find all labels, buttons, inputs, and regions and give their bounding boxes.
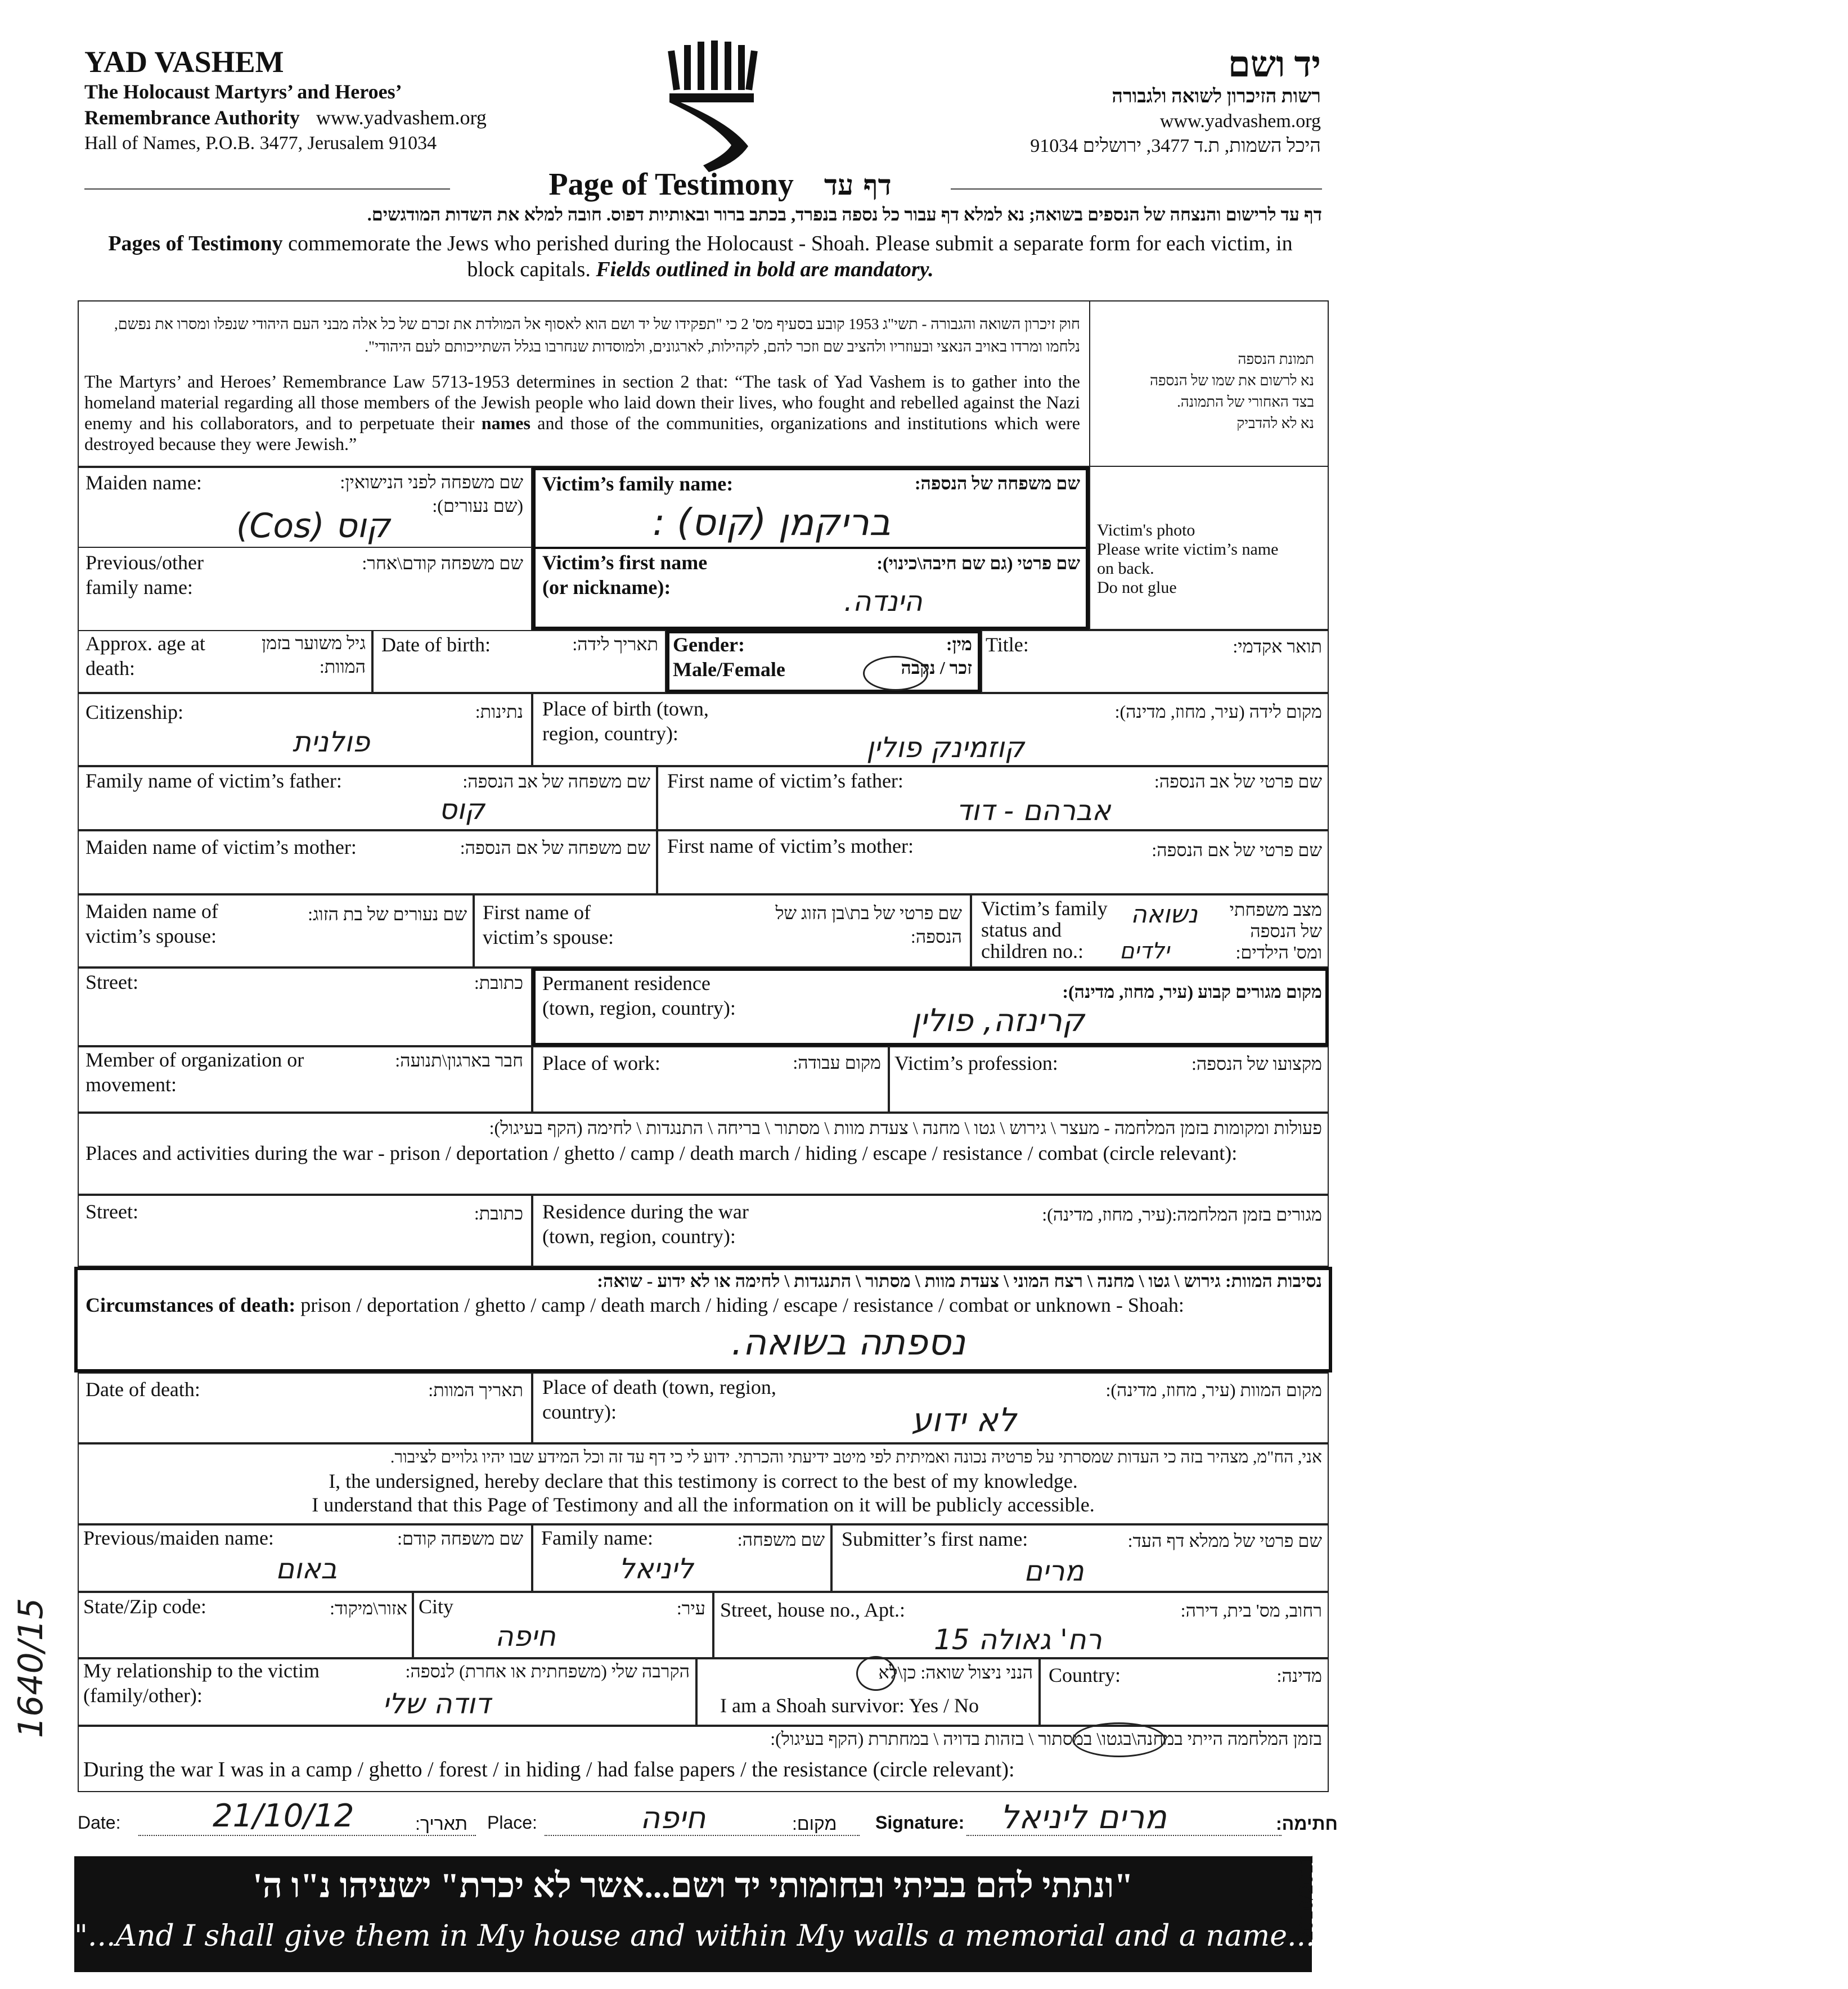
law-en-part1: The Martyrs’ and Heroes’ Remembrance Law 5713-1953 determines in section 2 that: “The task of Yad Vashem is to gather into the homeland material regarding all those members of the Jewish people who laid down their lives, who fought and rebelled against the Nazi enemy and his collaborators, and to perpetuate their xyxy=(84,371,1080,433)
father-first-label: First name of victim’s father: xyxy=(667,770,903,792)
photo-he-2: נא לרשום את שמו של הנספה xyxy=(1149,372,1314,389)
gender-label-he-1: מין: xyxy=(946,634,972,654)
city-label: City xyxy=(419,1595,454,1618)
title-label: Title: xyxy=(986,633,1029,656)
dod-label-he: תאריך המוות: xyxy=(428,1380,523,1400)
submitter-family-value[interactable]: ליניאל xyxy=(619,1552,694,1585)
spouse-maiden-label-1: Maiden name of xyxy=(86,900,218,922)
father-first-label-he: שם פרטי של אב הנספה: xyxy=(1154,771,1322,791)
previous-name-divider xyxy=(78,547,532,548)
declaration-en-1: I, the undersigned, hereby declare that this testimony is correct to the best of my knowledge. xyxy=(329,1470,1078,1492)
circumstances-value[interactable]: נספתה בשואה. xyxy=(731,1322,966,1364)
org-sub-2: Remembrance Authority xyxy=(84,106,300,129)
spouse-maiden-label-he: שם נעורים של בת הזוג: xyxy=(308,904,467,924)
residence-label-2: (town, region, country): xyxy=(542,997,736,1019)
photo-he-4: נא לא להדביק xyxy=(1237,415,1314,431)
zip-label-he: אזור\מיקוד: xyxy=(330,1598,407,1618)
spouse-first-label xyxy=(483,900,614,950)
war-residence-label-2: (town, region, country): xyxy=(542,1225,736,1248)
member-label-1: Member of organization or xyxy=(86,1048,304,1071)
age-label-he-1: גיל משוער בזמן xyxy=(261,633,366,653)
citizenship-label: Citizenship: xyxy=(86,701,183,723)
dob-label: Date of birth: xyxy=(381,633,491,656)
spouse-first-label-he-2: הנספה: xyxy=(910,926,962,947)
residence-label-1: Permanent residence xyxy=(542,972,711,994)
country-label: Country: xyxy=(1049,1664,1121,1686)
profession-label: Victim’s profession: xyxy=(894,1052,1058,1074)
signature-value[interactable]: מרים ליניאל xyxy=(1000,1798,1167,1836)
spouse-first-label-he-1: שם פרטי של בת\בן הזוג של xyxy=(775,903,962,923)
first-name-value[interactable]: הינדה. xyxy=(844,585,923,618)
intro-en-bold: Pages of Testimony xyxy=(108,232,283,255)
pod-label-he: מקום המוות (עיר, מחוז, מדינה): xyxy=(1105,1380,1322,1400)
gender-label-he-2: זכר / נקבה xyxy=(901,658,972,678)
photo-divider xyxy=(1089,300,1090,467)
declaration-he: אני, הח"מ, מצהיר בזה כי העדות שמסרתי על פרטיה נכונה ואמיתית לפי מיטב ידיעתי והכרתי. ידוע לי כי דף עד זה וכל המידע שבו יהיו גלויים לציבור. xyxy=(390,1448,1322,1466)
citizenship-label-he: נתינות: xyxy=(475,701,523,722)
family-status-label-2: status and xyxy=(981,919,1062,941)
submitter-prev-value[interactable]: באום xyxy=(276,1552,338,1585)
footer-year: 2010/2011 xyxy=(1294,1855,1317,1941)
birthplace-label-he: מקום לידה (עיר, מחוז, מדינה): xyxy=(1114,701,1322,722)
war-residence-label-he: מגורים בזמן המלחמה:(עיר, מחוז, מדינה): xyxy=(1042,1204,1322,1225)
header-en xyxy=(84,45,534,156)
war-street-label-he: כתובת: xyxy=(474,1203,523,1223)
gender-circle-icon xyxy=(863,656,928,691)
submitter-family-label-he: שם משפחה: xyxy=(737,1529,825,1550)
spouse-maiden-label xyxy=(86,899,218,948)
family-name-label: Victim’s family name: xyxy=(542,472,734,495)
profession-label-he: מקצועו של הנספה: xyxy=(1191,1054,1322,1074)
first-name-label-2: (or nickname): xyxy=(542,576,671,598)
date-label-he: תאריך: xyxy=(415,1814,467,1834)
header-he xyxy=(871,45,1321,159)
dob-label-he: תאריך לידה: xyxy=(572,634,658,654)
country-label-he: מדינה: xyxy=(1276,1666,1322,1686)
intro-he: דף עד לרישום והנצחה של הנספים בשואה; נא למלא דף עבור כל נספה בנפרד, בכתב ברור ובאותיות דפוס. חובה למלא את השדות המודגשים. xyxy=(367,204,1322,224)
law-en-part2: and those of the communities, organizations and institutions which were destroyed because they were Jewish.” xyxy=(84,413,1081,454)
photo-he-1: תמונת הנספה xyxy=(1238,351,1314,367)
birthplace-label xyxy=(542,696,709,746)
maiden-name-label: Maiden name: xyxy=(86,471,202,494)
birthplace-value[interactable]: קוזמינק פולין xyxy=(866,731,1025,764)
address-en: Hall of Names, P.O.B. 3477, Jerusalem 91034 xyxy=(84,133,437,154)
father-family-label: Family name of victim’s father: xyxy=(86,770,342,792)
birthplace-label-1: Place of birth (town, xyxy=(542,698,709,720)
photo-he-3: בצד האחורי של התמונה. xyxy=(1177,394,1314,410)
circumstances-label-he: נסיבות המוות: גירוש \ גטו \ מחנה \ רצח המוני \ צעדת מוות \ מסתור \ התנגדות \ לחימה או לא ידוע - שואה: xyxy=(597,1271,1322,1291)
birthplace-label-2: region, country): xyxy=(542,722,678,745)
photo-en-2: Please write victim’s name xyxy=(1097,540,1279,559)
footer-quote-en: "...And I shall give them in My house and within My walls a memorial and a name...that shall not be cut off" Isaiah 56:5 xyxy=(74,1919,1848,1953)
pod-value[interactable]: לא ידוע xyxy=(911,1401,1017,1439)
relation-value[interactable]: דודה שלי xyxy=(383,1688,491,1720)
submitter-street-label: Street, house no., Apt.: xyxy=(720,1599,905,1621)
war-street-label: Street: xyxy=(86,1200,138,1223)
org-name-en: YAD VASHEM xyxy=(84,45,284,79)
margin-number: 1640/15 xyxy=(11,1598,51,1738)
pod-label-1: Place of death (town, region, xyxy=(542,1376,776,1398)
declaration-en-2: I understand that this Page of Testimony and all the information on it will be publicly accessible. xyxy=(312,1493,1095,1516)
street-label-he: כתובת: xyxy=(474,973,523,993)
submitter-first-value[interactable]: מרים xyxy=(1024,1555,1084,1587)
pod-label-2: country): xyxy=(542,1401,617,1423)
member-label-he: חבר בארגון\תנועה: xyxy=(395,1050,523,1070)
maiden-name-label-he-2: (שם נעורים): xyxy=(432,496,523,516)
pod-label xyxy=(542,1375,776,1424)
family-name-value[interactable]: בריקמן (קוס) : xyxy=(653,501,891,544)
residence-label xyxy=(542,971,736,1020)
first-name-label-he: שם פרטי (גם שם חיבה\כינוי): xyxy=(876,553,1080,573)
survivor-label-he: הנני ניצול שואה: כן\לא xyxy=(878,1662,1033,1682)
url-en[interactable]: www.yadvashem.org xyxy=(316,106,487,129)
member-label-2: movement: xyxy=(86,1073,177,1096)
submitter-first-label-he: שם פרטי של ממלא דף העד: xyxy=(1127,1531,1322,1551)
org-name-he: יד ושם xyxy=(1227,44,1321,84)
family-name-divider xyxy=(532,547,1089,549)
date-label: Date: xyxy=(78,1812,121,1833)
maiden-name-label-he: שם משפחה לפני הנישואין: xyxy=(340,472,523,492)
age-label-2: death: xyxy=(86,657,135,680)
residence-value[interactable]: קרינזה, פולין xyxy=(911,1002,1085,1039)
intro-en xyxy=(90,231,1311,282)
spouse-maiden-label-2: victim’s spouse: xyxy=(86,925,217,947)
city-label-he: עיר: xyxy=(676,1598,705,1618)
activities-label-en: Places and activities during the war - prison / deportation / ghetto / camp / death march / hiding / escape / resistance / combat (circle relevant): xyxy=(86,1142,1238,1164)
family-status-label-he-3: ומס' הילדים: xyxy=(1235,942,1322,962)
photo-instructions-en xyxy=(1097,521,1322,597)
work-label-he: מקום עבודה: xyxy=(793,1052,881,1073)
survivor-label-en: I am a Shoah survivor: Yes / No xyxy=(720,1694,979,1717)
spouse-first-label-2: victim’s spouse: xyxy=(483,926,614,948)
photo-en-1: Victim's photo xyxy=(1097,521,1195,539)
work-label: Place of work: xyxy=(542,1052,660,1074)
relation-label-1: My relationship to the victim xyxy=(83,1659,320,1682)
title-rule-right xyxy=(951,188,1322,190)
during-war-label-en: During the war I was in a camp / ghetto / forest / in hiding / had false papers / the resistance (circle relevant): xyxy=(83,1758,1015,1781)
address-he: היכל השמות, ת.ד 3477, ירושלים 91034 xyxy=(1030,136,1321,156)
city-value[interactable]: חיפה xyxy=(495,1620,556,1653)
previous-name-label-1: Previous/other xyxy=(86,551,204,574)
father-family-label-he: שם משפחה של אב הנספה: xyxy=(462,771,650,791)
war-residence-label xyxy=(542,1199,749,1249)
family-status-label-he-1: מצב משפחתי xyxy=(1229,899,1322,920)
war-residence-label-1: Residence during the war xyxy=(542,1200,749,1223)
org-sub-2-line xyxy=(84,105,534,130)
family-status-value-2[interactable]: ילדים xyxy=(1119,938,1170,964)
zip-label: State/Zip code: xyxy=(83,1595,206,1618)
previous-name-label-he: שם משפחה קודם\אחר: xyxy=(362,553,523,573)
first-name-label-1: Victim’s first name xyxy=(542,551,708,574)
place-label-he: מקום: xyxy=(792,1814,837,1834)
previous-name-label-2: family name: xyxy=(86,576,193,598)
signature-label: Signature: xyxy=(875,1812,965,1833)
footer-banner xyxy=(74,1856,1848,1972)
photo-en-4: Do not glue xyxy=(1097,578,1177,597)
previous-name-label xyxy=(86,550,204,600)
footer-quote-he: "ונתתי להם בביתי ובחומותי יד ושם...אשר לא יכרת" ישעיהו נ"ו ה' xyxy=(253,1867,1134,1905)
street-label: Street: xyxy=(86,971,138,993)
photo-instructions-he xyxy=(1095,349,1314,434)
photo-en-3: on back. xyxy=(1097,559,1154,578)
family-status-label-1: Victim’s family xyxy=(981,897,1108,920)
relation-label xyxy=(83,1658,320,1708)
page-title-he: דף עד xyxy=(824,168,892,201)
org-sub-he: רשות הזיכרון לשואה ולגבורה xyxy=(1112,86,1321,107)
family-status-label-he-2: של הנספה xyxy=(1250,921,1322,941)
law-he: חוק זיכרון השואה והגבורה - תשי"ג 1953 קובע בסעיף מס' 2 כי "תפקידו של יד ושם הוא לאסוף אל המולדת את זכרם של כל אלה מבני העם היהודי שנפלו ומסרו את נפשם, נלחמו ומרדו באויב הנאצי ובעוזריו ולהציב שם וזכר להם, לקהילות, לארגונים, ולמוסדות שנחרבו בגלל השתייכותם לעם היהודי". xyxy=(114,316,1080,355)
submitter-prev-label: Previous/maiden name: xyxy=(83,1527,274,1549)
spouse-first-label-he xyxy=(731,901,962,948)
maiden-name-value[interactable]: קוס (Cos) xyxy=(236,506,390,546)
submitter-family-label: Family name: xyxy=(541,1527,653,1549)
law-en-bold: names xyxy=(481,413,530,433)
member-label xyxy=(86,1047,304,1097)
gender-label-2: Male/Female xyxy=(673,658,785,681)
mother-first-label: First name of victim’s mother: xyxy=(667,835,914,857)
activities-label-he: פעולות ומקומות בזמן המלחמה - מעצר \ גירוש \ גטו \ מחנה \ צעדת מוות \ מסתור \ בריחה \ התנגדות \ לחימה (הקף בעיגול): xyxy=(489,1118,1322,1138)
relation-label-he: הקרבה שלי (משפחתית או אחרת) לנספה: xyxy=(405,1661,690,1681)
survivor-circle-icon xyxy=(856,1656,896,1691)
circumstances-label-en-text: prison / deportation / ghetto / camp / death march / hiding / escape / resistance / combat or unknown - Shoah: xyxy=(295,1294,1184,1316)
title-rule-left xyxy=(84,188,450,190)
age-label xyxy=(86,631,205,681)
date-line[interactable] xyxy=(138,1835,476,1836)
signature-label-he: חתימה: xyxy=(1276,1814,1338,1834)
submitter-street-value[interactable]: רח' גאולה 15 xyxy=(934,1623,1102,1656)
gender-label-1: Gender: xyxy=(673,633,745,656)
during-war-circle-icon xyxy=(1072,1722,1166,1757)
signature-row xyxy=(78,1798,1338,1843)
gender-label xyxy=(673,632,785,682)
age-label-he-2: המוות: xyxy=(319,656,366,677)
mother-maiden-label: Maiden name of victim’s mother: xyxy=(86,836,357,858)
mother-first-label-he: שם פרטי של אם הנספה: xyxy=(1152,840,1322,860)
father-family-value[interactable]: קוס xyxy=(439,793,485,826)
place-label: Place: xyxy=(487,1812,537,1833)
father-first-value[interactable]: אברהם - דוד xyxy=(956,794,1111,827)
citizenship-value[interactable]: פולנית xyxy=(293,726,370,758)
age-label-1: Approx. age at xyxy=(86,632,205,655)
submitter-street-label-he: רחוב, מס' בית, דירה: xyxy=(1180,1600,1322,1621)
age-label-he xyxy=(236,631,366,678)
submitter-first-label: Submitter’s first name: xyxy=(842,1528,1028,1550)
family-status-label-he xyxy=(1226,899,1322,963)
law-en xyxy=(84,371,1080,454)
circumstances-label-en xyxy=(86,1293,1323,1317)
page-title xyxy=(506,166,934,202)
spouse-first-label-1: First name of xyxy=(483,901,591,924)
relation-label-2: (family/other): xyxy=(83,1684,203,1707)
submitter-prev-label-he: שם משפחה קודם: xyxy=(397,1528,523,1549)
intro-en-text: commemorate the Jews who perished during the Holocaust - Shoah. Please submit a separate form for each victim, in block capitals. xyxy=(282,232,1293,281)
title-label-he: תואר אקדמי: xyxy=(1233,636,1322,656)
first-name-label xyxy=(542,550,707,600)
page-title-en: Page of Testimony xyxy=(548,167,794,202)
family-status-label xyxy=(981,898,1108,962)
during-war-label-he: בזמן המלחמה הייתי במחנה\בגטו\ במסתור \ בזהות בדויה \ במחתרת (הקף בעיגול): xyxy=(770,1729,1322,1749)
url-he[interactable]: www.yadvashem.org xyxy=(1159,111,1321,132)
residence-label-he: מקום מגורים קבוע (עיר, מחוז, מדינה): xyxy=(1062,982,1322,1002)
intro-en-italic: Fields outlined in bold are mandatory. xyxy=(596,258,934,281)
place-value[interactable]: חיפה xyxy=(640,1800,706,1835)
family-status-value-1[interactable]: נשואה xyxy=(1131,900,1198,929)
family-name-label-he: שם משפחה של הנספה: xyxy=(914,473,1080,493)
dod-label: Date of death: xyxy=(86,1378,200,1401)
family-status-label-3: children no.: xyxy=(981,940,1083,962)
date-value[interactable]: 21/10/12 xyxy=(213,1798,354,1834)
mother-maiden-label-he: שם משפחה של אם הנספה: xyxy=(460,838,650,858)
yad-vashem-logo-icon xyxy=(664,39,759,174)
circumstances-label-en-bold: Circumstances of death: xyxy=(86,1294,296,1316)
org-sub-1: The Holocaust Martyrs’ and Heroes’ xyxy=(84,80,402,103)
